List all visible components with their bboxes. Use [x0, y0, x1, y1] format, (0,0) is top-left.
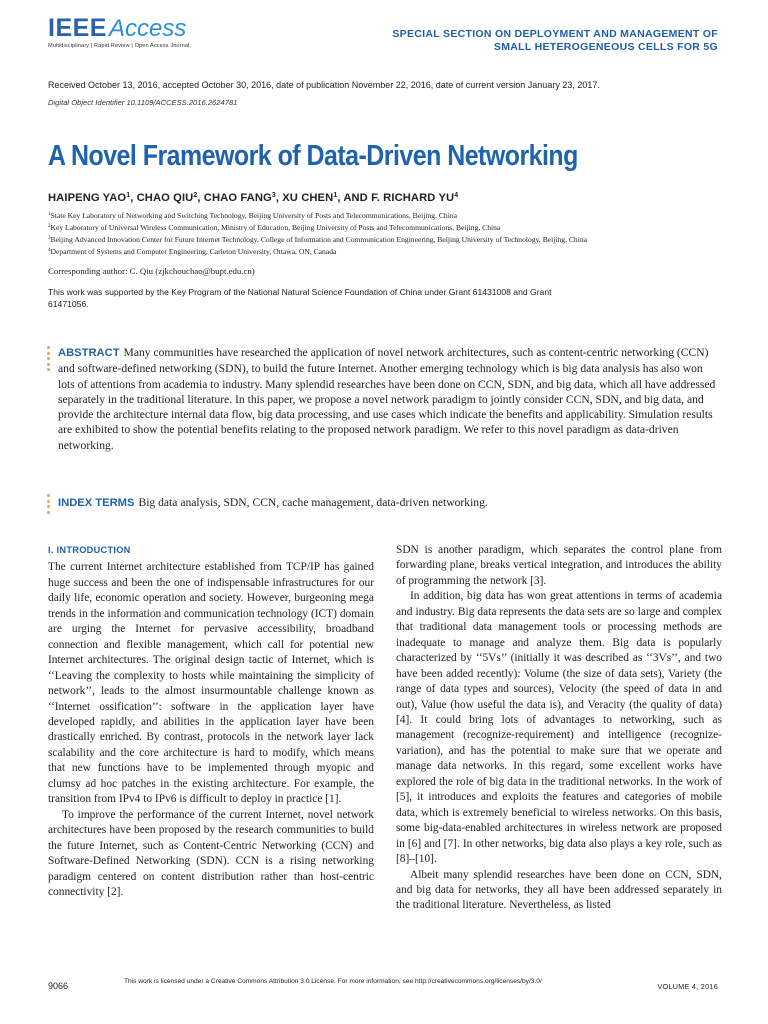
section-header-line1: SPECIAL SECTION ON DEPLOYMENT AND MANAGEMENT OF: [392, 28, 718, 40]
affiliation-sup: 3: [48, 236, 51, 241]
affiliations: [48, 209, 720, 257]
logo-tagline: Multidisciplinary | Rapid Review | Open Access Journal: [48, 43, 190, 49]
body-paragraph: Albeit many splendid researches have been done on CCN, SDN, and big data for networks, they all have been addressed separately in the traditional literature. Nevertheless, as listed: [396, 868, 722, 912]
page-number: 9066: [48, 981, 69, 991]
logo-access-text: Access: [108, 15, 187, 42]
body-column-right: [396, 543, 722, 914]
author-name: F. RICHARD YU: [371, 192, 455, 204]
special-section-header: [392, 28, 718, 54]
section-header-line2: SMALL HETEROGENEOUS CELLS FOR 5G: [493, 41, 718, 53]
paper-title: A Novel Framework of Data-Driven Networking: [48, 140, 578, 172]
affiliation-item: [48, 209, 720, 221]
author-name: CHAO FANG: [203, 192, 272, 204]
affiliation-text: State Key Laboratory of Networking and Switching Technology, Beijing University of Posts and Telecommunications, Beijing, China: [50, 211, 457, 220]
doi-line: Digital Object Identifier 10.1109/ACCESS.2016.2624781: [48, 98, 238, 107]
index-terms-dots-icon: [47, 494, 51, 516]
author-sup: 1: [333, 192, 338, 199]
corresponding-author: Corresponding author: C. Qiu (zjkchouchao@bupt.edu.cn): [48, 266, 255, 276]
author-sup: 1: [126, 192, 131, 199]
author-list: [48, 192, 458, 204]
affiliation-item: [48, 221, 720, 233]
author-separator: ,: [275, 192, 283, 204]
body-paragraph: The current Internet architecture established from TCP/IP has gained huge success and been the one of indispensable infrastructures for our daily life, economic operation and society. However, burgeoning mega trends in the information and communication technology (ICT) domain are urging the Internet for pervasive accessibility, broadband connection and flexible management, which call for potential new Internet architectures. The original design tactic of Internet, which is ‘‘Leaving the complexity to hosts while maintaining the simplicity of network’’, leads to the almost insurmountable challenge known as ‘‘Internet ossification’’: software in the application layer have developed rapidly, and abilities in the application layer have been drastically enriched. By contrast, protocols in the network layer lack scalability and the core architecture is hard to modify, which means that new functions have to be implemented through myopic and clumsy ad hoc patches in the existing architecture. For example, the transition from IPv4 to IPv6 is difficult to deploy in practice [1].: [48, 561, 374, 806]
body-paragraph: SDN is another paradigm, which separates the control plane from forwarding plane, breaks vertical integration, and introduces the ability of programming the network [3].: [396, 544, 722, 587]
received-dates: Received October 13, 2016, accepted October 30, 2016, date of publication November 22, 2016, date of current version January 23, 2017.: [48, 80, 600, 90]
affiliation-item: [48, 233, 720, 245]
author-separator: ,: [130, 192, 137, 204]
affiliation-sup: 4: [48, 248, 51, 253]
body-paragraph: To improve the performance of the current Internet, novel network architectures have been proposed by the research communities to build the future Internet, such as Content-Centric Networking (CCN) and Software-Defined Networking (SDN). CCN is a rising networking paradigm centered on content distribution rather than host-centric connectivity [2].: [48, 808, 374, 898]
abstract-text: Many communities have researched the application of novel network architectures, such as content-centric networking (CCN) and software-defined networking (SDN), to build the future Internet. Another emerging technology which is big data analysis has also won lots of attentions from academia to industry. Many splendid researches have been done on CCN, SDN, and big data, which all have addressed separately in the traditional literature. In this paper, we propose a novel network paradigm to jointly consider CCN, SDN, and big data, and provide the architecture internal data flow, big data processing, and use cases which indicate the benefits and applicability. Simulation results are exhibited to show the potential benefits relating to the proposed network paradigm. We refer to this novel paradigm as data-driven networking.: [58, 346, 716, 452]
index-terms-label: INDEX TERMS: [58, 497, 135, 509]
affiliation-text: Department of Systems and Computer Engineering, Carleton University, Ottawa, ON, Canada: [50, 247, 337, 256]
affiliation-sup: 2: [48, 224, 51, 229]
author-name: XU CHEN: [282, 192, 334, 204]
index-terms-text: Big data analysis, SDN, CCN, cache management, data-driven networking.: [138, 496, 488, 509]
abstract: [58, 345, 722, 453]
affiliation-item: [48, 245, 720, 257]
license-note: This work is licensed under a Creative Commons Attribution 3.0 License. For more information, see http://creativecommons.org/licenses/by/3.0/: [124, 978, 542, 985]
journal-logo: [48, 14, 189, 49]
author-sup: 2: [193, 192, 198, 199]
index-terms: [58, 496, 722, 509]
author-name: HAIPENG YAO: [48, 192, 127, 204]
body-paragraph: In addition, big data has won great attentions in terms of academia and industry. Big data represents the data sets are so large and complex that traditional data management tools or processing methods are inadequate to manage and analyze them. Big data is popularly characterized by ‘‘5Vs’’ (initially it was described as ‘‘3Vs’’, and two have been added recently): Volume (the size of data sets), Variety (the range of data types and sources), Velocity (the speed of data in and out), Value (how useful the data is), and Veracity (the quality of data) [4]. It could bring lots of advantages to networking, such as management (recognize-requirement) and intelligence (recognize-variation), and has the potential to make sure that we operate and manage data networks. In this regard, some excellent works have explored the role of big data in the traditional networks. In the work of [5], it introduces and exploits the features and categories of mobile data, which is extremely beneficial to wireless networks. On this basis, some big-data-enabled architectures in wireless network are proposed in [6] and [7]. In other networks, big data also plays a key role, such as [8]–[10].: [396, 590, 722, 866]
abstract-dots-icon: [47, 346, 51, 374]
logo-ieee-text: IEEE: [48, 14, 107, 42]
author-separator: ,: [337, 192, 344, 204]
funding-note: This work was supported by the Key Program of the National Natural Science Foundation of China under Grant 61431008 and Grant 61471056.: [48, 287, 552, 309]
affiliation-text: Key Laboratory of Universal Wireless Communication, Ministry of Education, Beijing University of Posts and Telecommunications, Beijing, China: [50, 223, 501, 232]
section-heading: I. INTRODUCTION: [48, 545, 131, 555]
author-sup: 4: [454, 192, 459, 199]
author-and: AND: [343, 192, 372, 204]
abstract-label: ABSTRACT: [58, 347, 120, 359]
author-separator: ,: [197, 192, 204, 204]
body-column-left: [48, 543, 374, 900]
author-name: CHAO QIU: [136, 192, 194, 204]
volume-label: VOLUME 4, 2016: [657, 982, 718, 991]
affiliation-text: Beijing Advanced Innovation Center for Future Internet Technology, College of Information and Communication Engineering, Beijing University of Technology, Beijing, China: [50, 235, 588, 244]
affiliation-sup: 1: [48, 212, 51, 217]
author-sup: 3: [271, 192, 276, 199]
